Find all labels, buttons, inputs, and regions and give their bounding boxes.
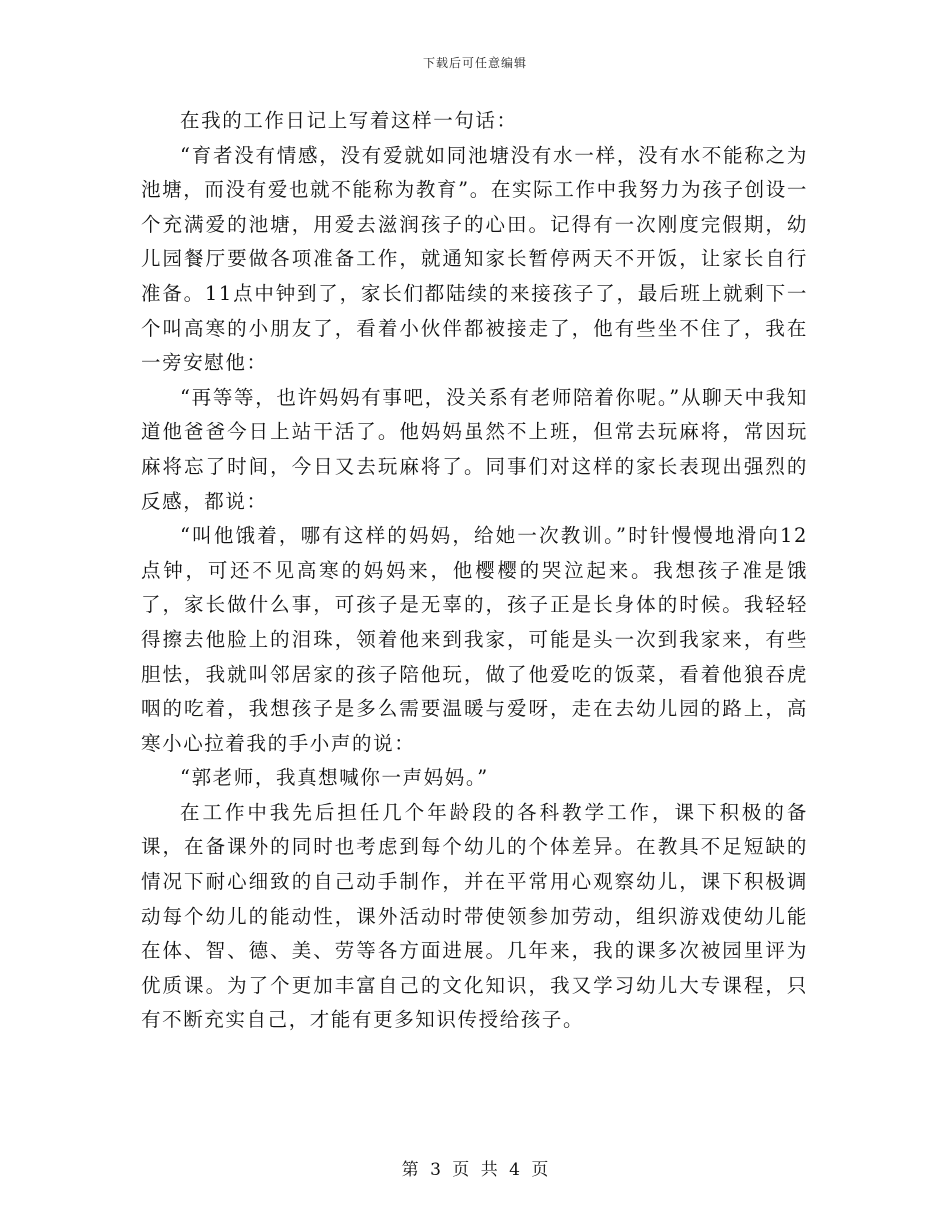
page-header: 下载后可任意编辑 [422, 56, 527, 70]
paragraph: “育者没有情感，没有爱就如同池塘没有水一样，没有水不能称之为池塘，而没有爱也就不能称为教育”。在实际工作中我努力为孩子创设一个充满爱的池塘，用爱去滋润孩子的心田。记得有一次刚度完假期，幼儿园餐厅要做各项准备工作，就通知家长暂停两天不开饭，让家长自行准备。11点中钟到了，家长们都陆续的来接孩子了，最后班上就剩下一个叫高寒的小朋友了，看着小伙伴都被接走了，他有些坐不住了，我在一旁安慰他： [141, 143, 808, 375]
document-body [141, 104, 808, 1038]
paragraph: “郭老师，我真想喊你一声妈妈。” [180, 766, 489, 790]
paragraph: 在工作中我先后担任几个年龄段的各科教学工作，课下积极的备课，在备课外的同时也考虑到每个幼儿的个体差异。在教具不足短缺的情况下耐心细致的自己动手制作，并在平常用心观察幼儿，课下积极调动每个幼儿的能动性，课外活动时带使领参加劳动，组织游戏使幼儿能在体、智、德、美、劳等各方面进展。几年来，我的课多次被园里评为优质课。为了个更加丰富自己的文化知识，我又学习幼儿大专课程，只有不断充实自己，才能有更多知识传授给孩子。 [141, 800, 808, 1032]
paragraph: “再等等，也许妈妈有事吧，没关系有老师陪着你呢。”从聊天中我知道他爸爸今日上站干活了。他妈妈虽然不上班，但常去玩麻将，常因玩麻将忘了时间，今日又去玩麻将了。同事们对这样的家长表现出强烈的反感，都说： [141, 385, 808, 513]
paragraph: “叫他饿着，哪有这样的妈妈，给她一次教训。”时针慢慢地滑向12点钟，可还不见高寒的妈妈来，他樱樱的哭泣起来。我想孩子准是饿了，家长做什么事，可孩子是无辜的，孩子正是长身体的时候。我轻轻得擦去他脸上的泪珠，领着他来到我家，可能是头一次到我家来，有些胆怯，我就叫邻居家的孩子陪他玩，做了他爱吃的饭菜，看着他狼吞虎咽的吃着，我想孩子是多么需要温暖与爱呀，走在去幼儿园的路上，高寒小心拉着我的手小声的说： [141, 524, 808, 755]
page-footer: 第 3 页 共 4 页 [401, 1160, 549, 1180]
paragraph: 在我的工作日记上写着这样一句话： [180, 109, 518, 132]
